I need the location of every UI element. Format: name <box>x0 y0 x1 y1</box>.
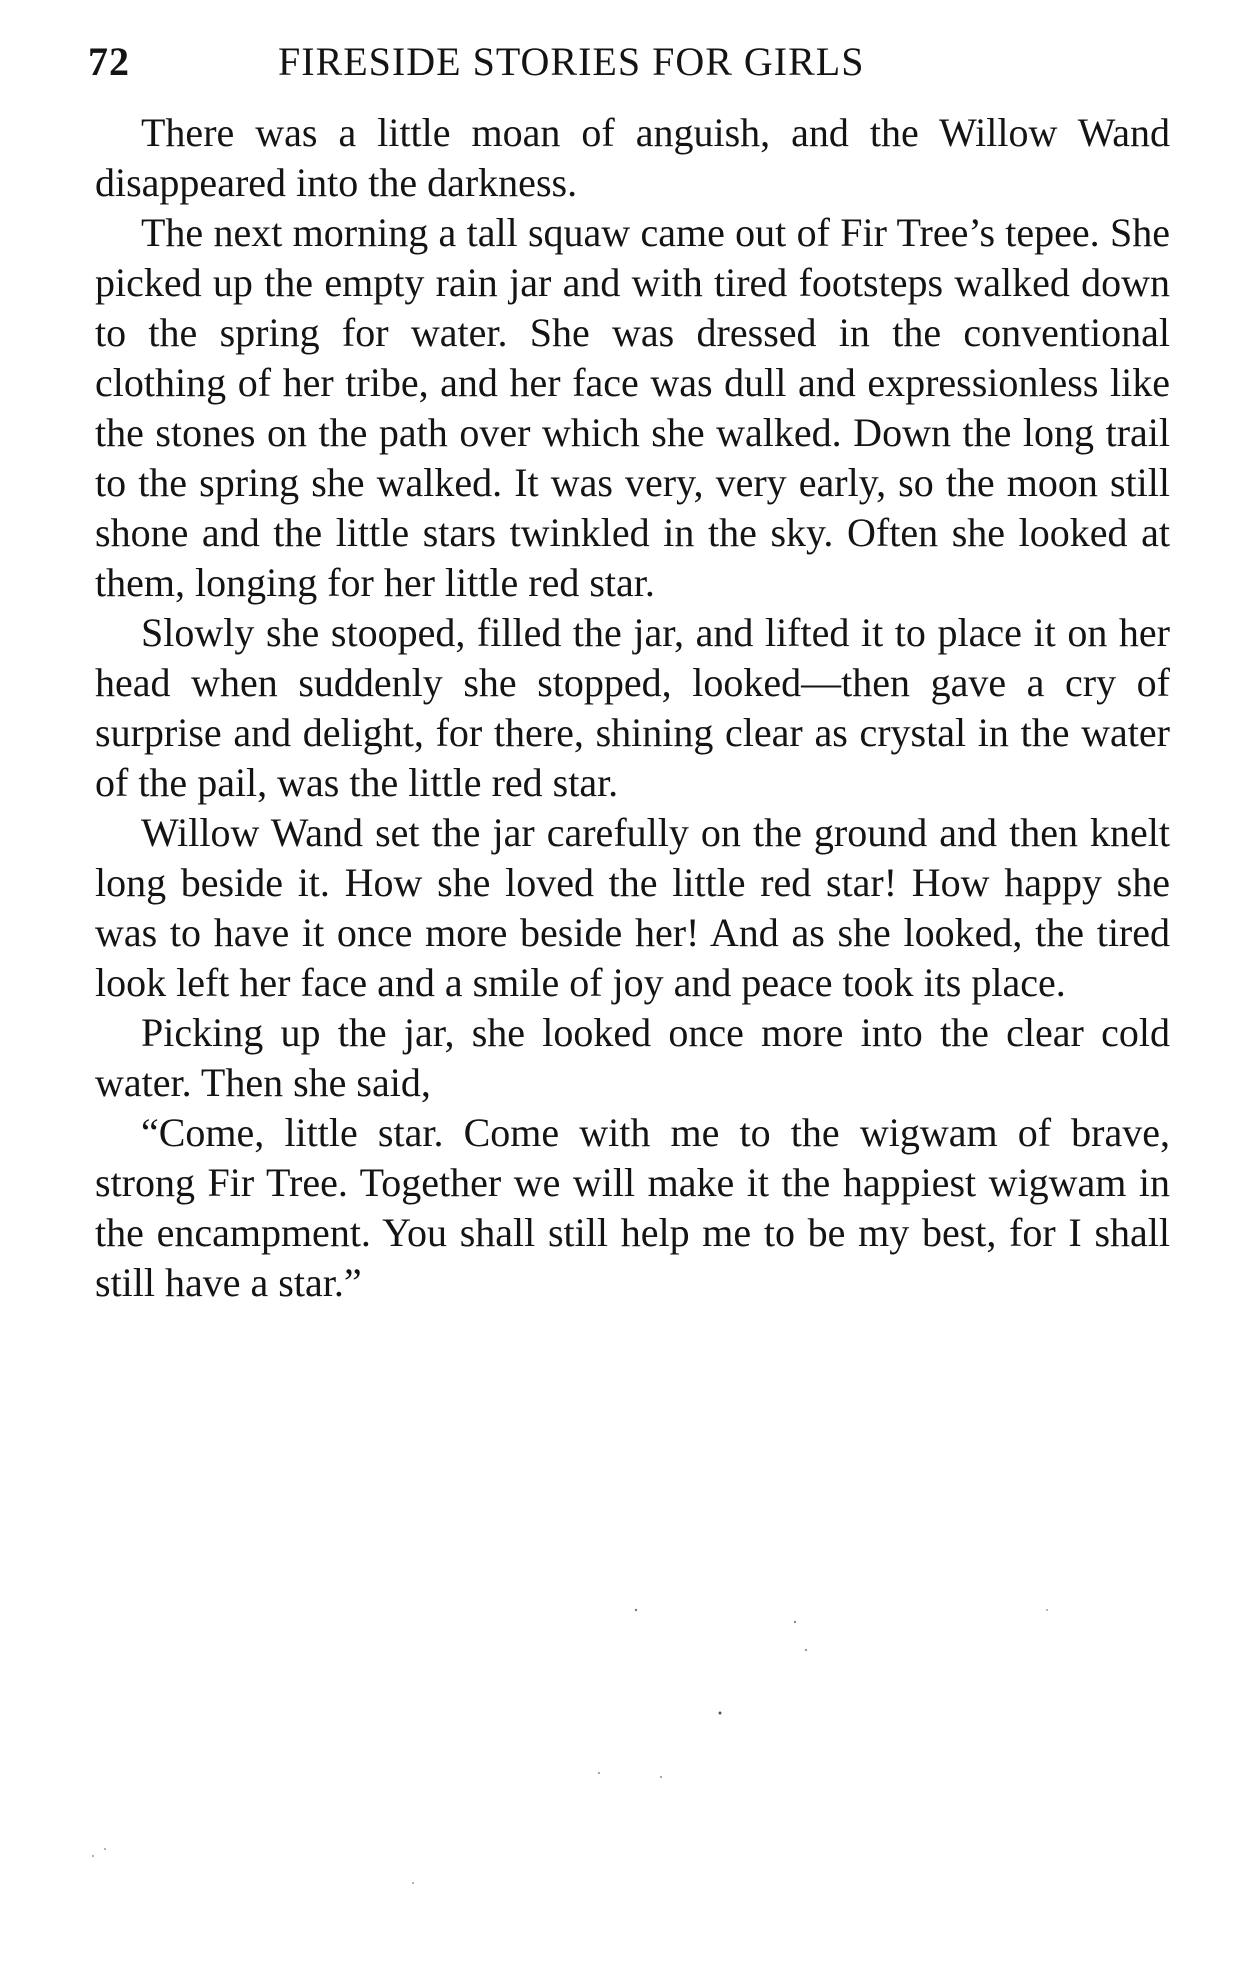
page-number: 72 <box>88 39 130 84</box>
scan-speck <box>805 1649 807 1651</box>
paragraph: There was a little moan of anguish, and the Willow Wand disappeared into the darkness. <box>95 110 1170 205</box>
scan-speck <box>1046 1609 1048 1611</box>
paragraph: “Come, little star. Come with me to the wigwam of brave, strong Fir Tree. Together we will make it the happiest wigwam in the encampment. You shall still help me to be my best, for I shall still have a star.” <box>95 1110 1170 1305</box>
paragraph: Slowly she stooped, filled the jar, and lifted it to place it on her head when suddenly she stopped, looked—then gave a cry of surprise and delight, for there, shining clear as crystal in the water of the pail, was the little red star. <box>95 610 1170 805</box>
paragraph: Picking up the jar, she looked once more into the clear cold water. Then she said, <box>95 1010 1170 1105</box>
paragraph: The next morning a tall squaw came out of Fir Tree’s tepee. She picked up the empty rain jar and with tired footsteps walked down to the spring for water. She was dressed in the conventional clothing of her tribe, and her face was dull and expressionless like the stones on the path over which she walked. Down the long trail to the spring she walked. It was very, very early, so the moon still shone and the little stars twinkled in the sky. Often she looked at them, longing for her little red star. <box>95 210 1170 605</box>
scan-speck <box>104 1848 106 1850</box>
body-text <box>95 108 1170 1308</box>
paragraph: Willow Wand set the jar carefully on the ground and then knelt long beside it. How she loved the little red star! How happy she was to have it once more beside her! And as she looked, the tired look left her face and a smile of joy and peace took its place. <box>95 810 1170 1005</box>
scan-speck <box>92 1855 94 1857</box>
scan-speck <box>660 1776 662 1778</box>
scan-speck <box>635 1609 637 1611</box>
scan-speck <box>412 1882 414 1884</box>
scan-speck <box>719 1712 722 1715</box>
scan-speck <box>598 1772 600 1774</box>
running-head <box>88 38 1088 98</box>
scan-speck <box>794 1621 796 1623</box>
running-head-title: FIRESIDE STORIES FOR GIRLS <box>278 39 865 84</box>
